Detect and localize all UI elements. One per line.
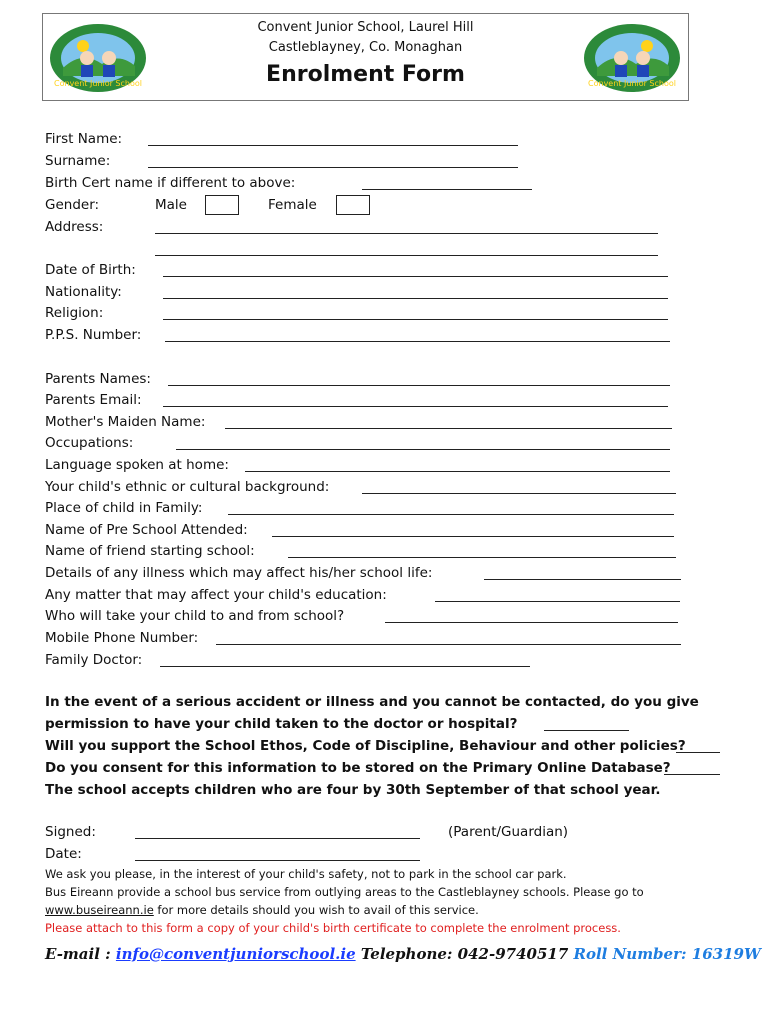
consent-ethos-answer[interactable] — [676, 752, 720, 753]
birth-cert-line[interactable] — [362, 189, 532, 190]
school-age-policy: The school accepts children who are four by 30th September of that school year. — [45, 782, 661, 798]
nationality-line[interactable] — [163, 298, 668, 299]
telephone: Telephone: 042-9740517 — [355, 945, 574, 963]
female-checkbox[interactable] — [336, 195, 370, 215]
form-header — [42, 13, 689, 101]
svg-text:Convent Junior School: Convent Junior School — [588, 79, 676, 88]
education-line[interactable] — [435, 601, 680, 602]
illness-line[interactable] — [484, 579, 681, 580]
dob-label: Date of Birth: — [45, 262, 136, 278]
parents-email-label: Parents Email: — [45, 392, 142, 408]
birth-cert-label: Birth Cert name if different to above: — [45, 175, 296, 191]
maiden-name-line[interactable] — [225, 428, 672, 429]
friend-label: Name of friend starting school: — [45, 543, 255, 559]
transport-line[interactable] — [385, 622, 678, 623]
maiden-name-label: Mother's Maiden Name: — [45, 414, 206, 430]
pre-school-label: Name of Pre School Attended: — [45, 522, 248, 538]
address-line-2[interactable] — [155, 255, 658, 256]
bus-note-rest: for more details should you wish to avail of this service. — [153, 903, 479, 917]
religion-label: Religion: — [45, 305, 104, 321]
consent-database-answer[interactable] — [664, 774, 720, 775]
attach-note: Please attach to this form a copy of your child's birth certificate to complete the enrolment process. — [45, 921, 621, 935]
address-label: Address: — [45, 219, 104, 235]
mobile-label: Mobile Phone Number: — [45, 630, 199, 646]
school-logo-right — [581, 20, 684, 95]
gender-label: Gender: — [45, 197, 100, 213]
nationality-label: Nationality: — [45, 284, 122, 300]
school-name: Convent Junior School, Laurel Hill — [257, 20, 474, 35]
pps-line[interactable] — [165, 341, 670, 342]
date-label: Date: — [45, 846, 82, 862]
ethnic-label: Your child's ethnic or cultural background: — [45, 479, 330, 495]
bus-note-line1: Bus Eireann provide a school bus service from outlying areas to the Castleblayney schools. Please go to — [45, 885, 644, 899]
place-in-family-line[interactable] — [228, 514, 674, 515]
form-title: Enrolment Form — [266, 62, 465, 87]
pre-school-line[interactable] — [272, 536, 674, 537]
occupations-label: Occupations: — [45, 435, 134, 451]
surname-label: Surname: — [45, 153, 111, 169]
consent-database: Do you consent for this information to be stored on the Primary Online Database? — [45, 760, 671, 776]
consent-ethos: Will you support the School Ethos, Code of Discipline, Behaviour and other policies? — [45, 738, 686, 754]
parent-guardian-label: (Parent/Guardian) — [448, 824, 569, 840]
place-in-family-label: Place of child in Family: — [45, 500, 203, 516]
first-name-label: First Name: — [45, 131, 123, 147]
education-label: Any matter that may affect your child's education: — [45, 587, 387, 603]
consent-accident-answer[interactable] — [544, 730, 629, 731]
svg-text:Convent Junior School: Convent Junior School — [54, 79, 142, 88]
parents-names-line[interactable] — [168, 385, 670, 386]
pps-label: P.P.S. Number: — [45, 327, 142, 343]
parents-names-label: Parents Names: — [45, 371, 151, 387]
surname-line[interactable] — [148, 167, 518, 168]
consent-accident-line1: In the event of a serious accident or illness and you cannot be contacted, do you give — [45, 694, 699, 710]
friend-line[interactable] — [288, 557, 676, 558]
language-line[interactable] — [245, 471, 670, 472]
doctor-label: Family Doctor: — [45, 652, 143, 668]
male-checkbox[interactable] — [205, 195, 239, 215]
dob-line[interactable] — [163, 276, 668, 277]
religion-line[interactable] — [163, 319, 668, 320]
contact-footer — [45, 945, 761, 963]
ethnic-line[interactable] — [362, 493, 676, 494]
occupations-line[interactable] — [176, 449, 670, 450]
parents-email-line[interactable] — [163, 406, 668, 407]
date-line[interactable] — [135, 860, 420, 861]
bus-note-line2 — [45, 900, 479, 920]
mobile-line[interactable] — [216, 644, 681, 645]
email-label: E-mail : — [45, 945, 116, 963]
language-label: Language spoken at home: — [45, 457, 229, 473]
consent-accident-line2: permission to have your child taken to the doctor or hospital? — [45, 716, 518, 732]
doctor-line[interactable] — [160, 666, 530, 667]
illness-label: Details of any illness which may affect his/her school life: — [45, 565, 433, 581]
school-location: Castleblayney, Co. Monaghan — [268, 40, 463, 55]
roll-number: Roll Number: 16319W — [573, 945, 761, 963]
transport-label: Who will take your child to and from school? — [45, 608, 345, 624]
signature-line[interactable] — [135, 838, 420, 839]
bus-eireann-link[interactable]: www.buseireann.ie — [45, 903, 154, 917]
parking-note: We ask you please, in the interest of your child's safety, not to park in the school car park. — [45, 867, 567, 881]
email-link[interactable]: info@conventjuniorschool.ie — [115, 945, 356, 963]
female-label: Female — [268, 197, 317, 213]
address-line-1[interactable] — [155, 233, 658, 234]
first-name-line[interactable] — [148, 145, 518, 146]
male-label: Male — [155, 197, 187, 213]
signed-label: Signed: — [45, 824, 96, 840]
